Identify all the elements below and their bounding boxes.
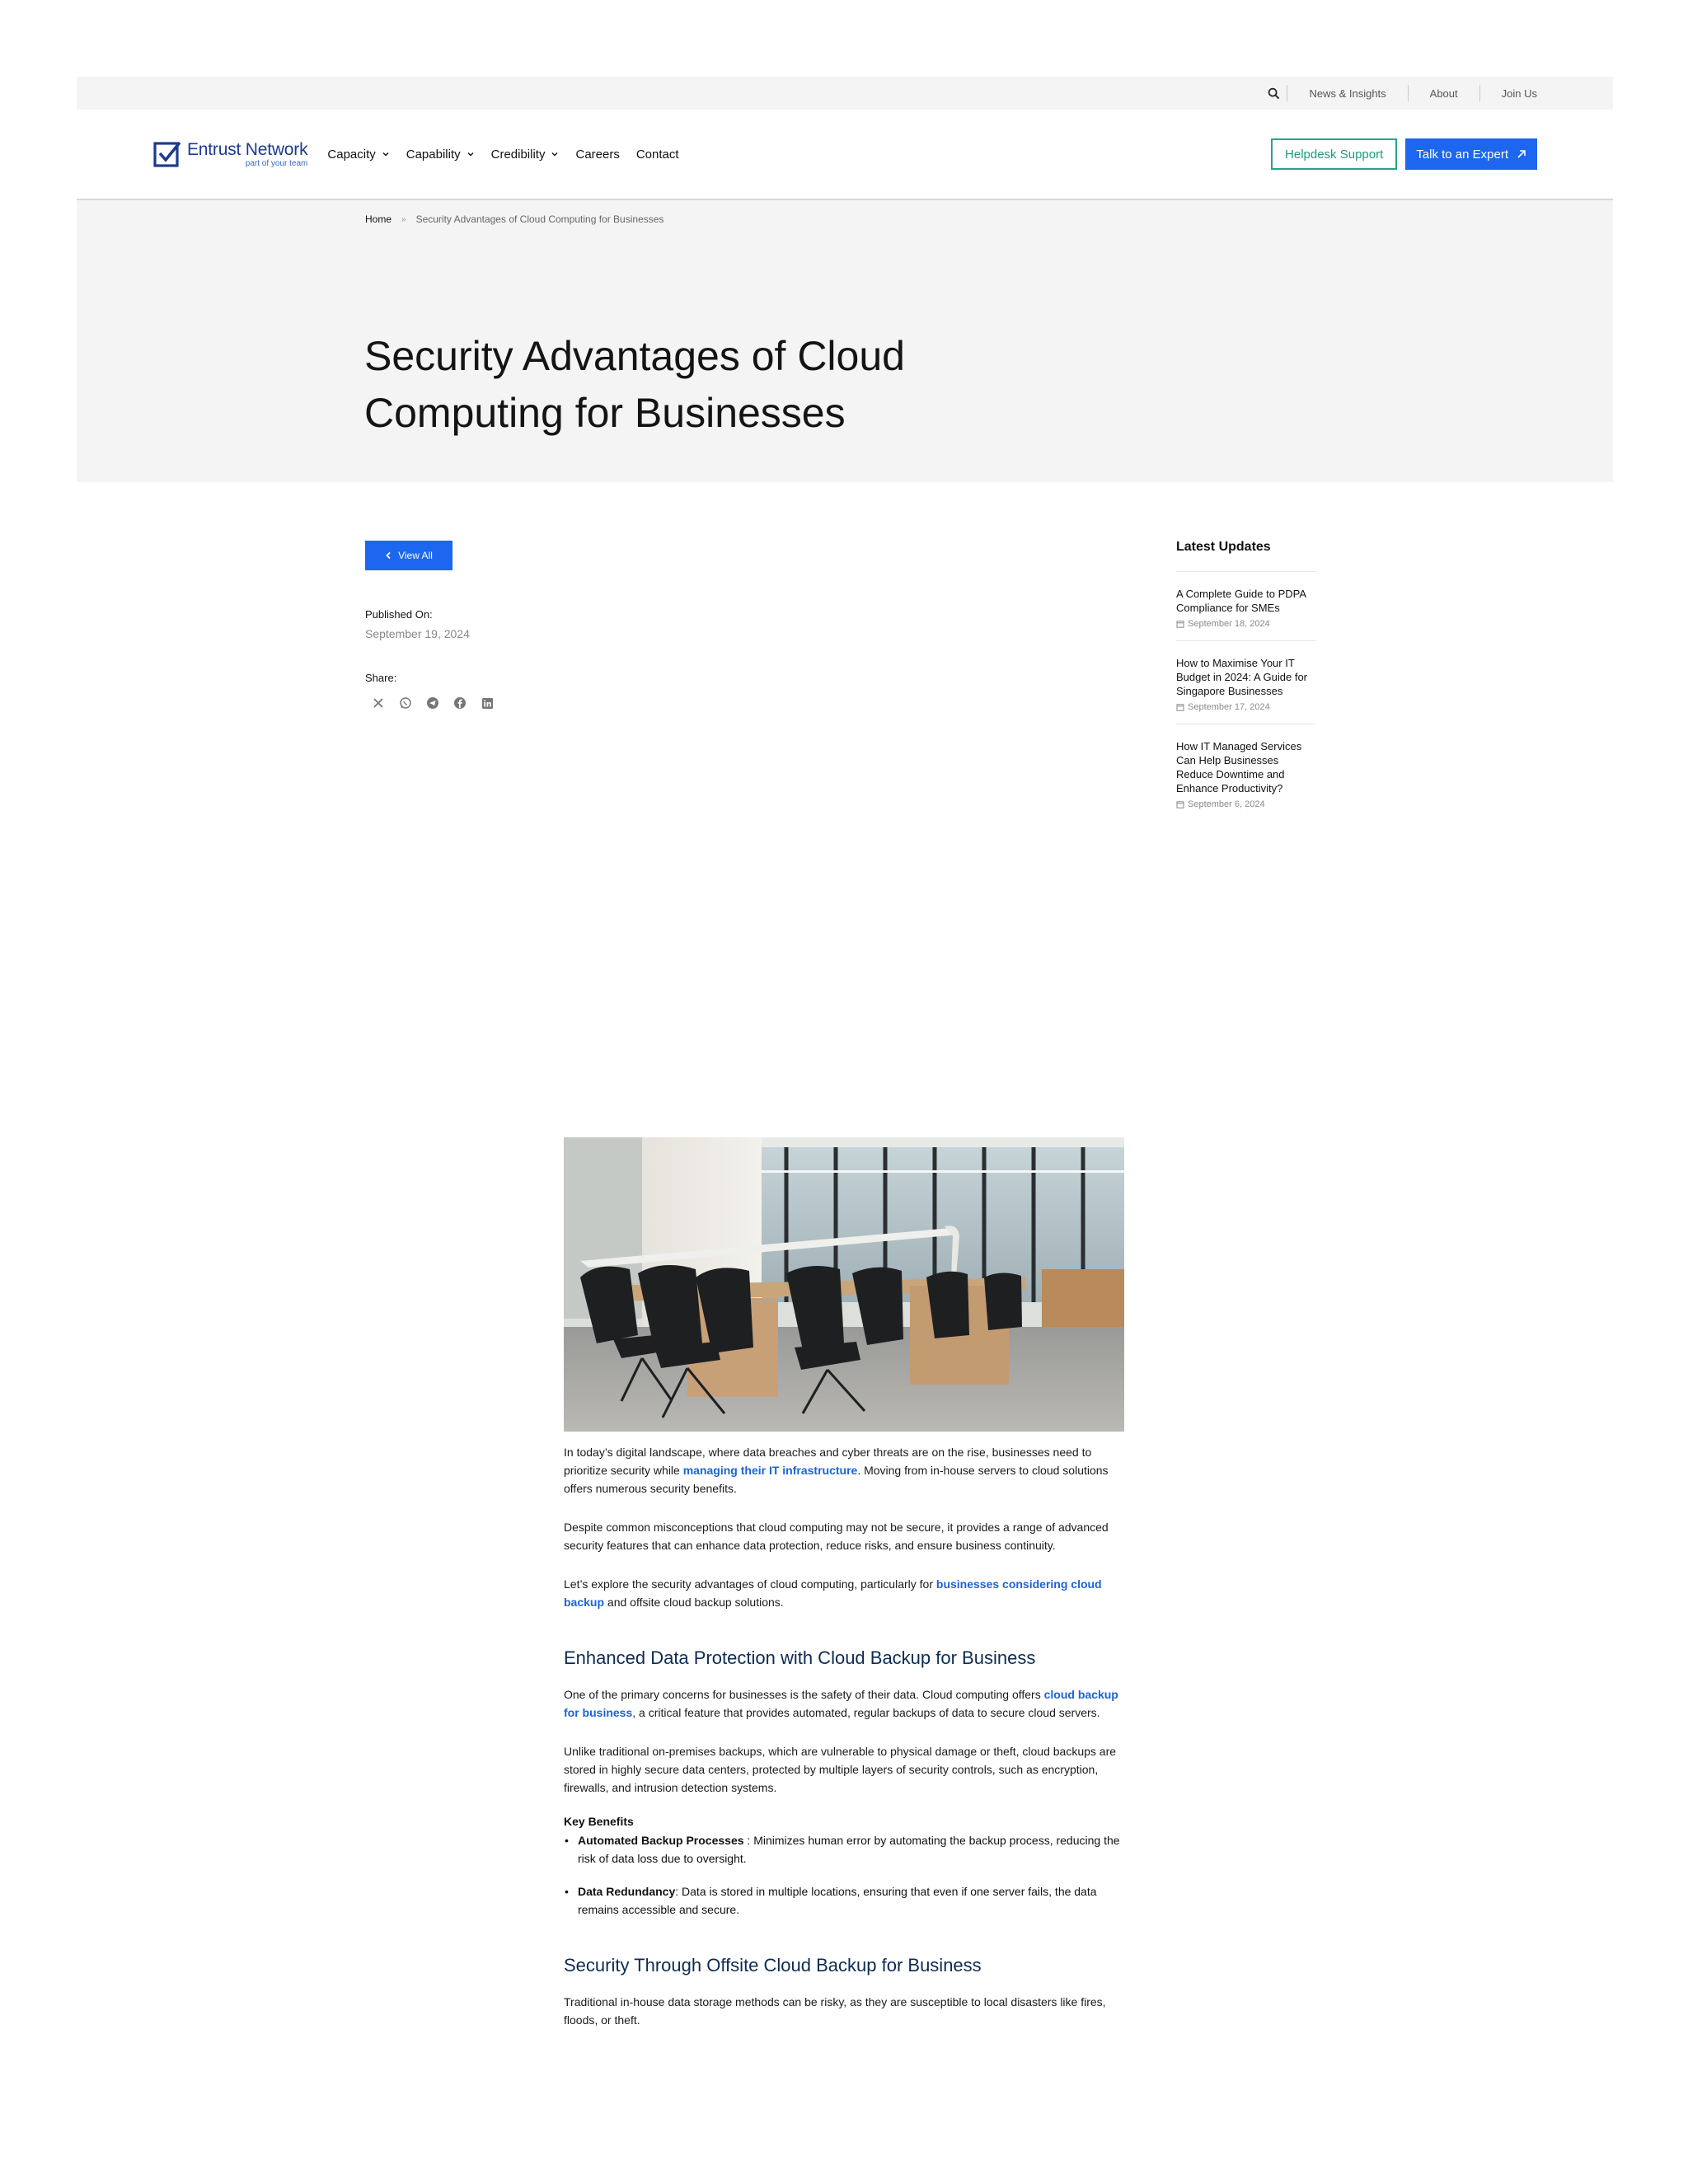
calendar-icon — [1176, 800, 1184, 808]
nav-capability[interactable] — [406, 148, 475, 162]
button-label: Talk to an Expert — [1416, 147, 1508, 162]
topbar-link-news[interactable]: News & Insights — [1309, 87, 1386, 100]
text: and offsite cloud backup solutions. — [604, 1596, 784, 1609]
calendar-icon — [1176, 620, 1184, 628]
nav-credibility[interactable] — [491, 148, 560, 162]
article-paragraph: Traditional in-house data storage methods can be risky, as they are susceptible to local disasters like fires, floods, or theft. — [564, 1995, 1106, 2027]
nav-label: Contact — [635, 147, 679, 162]
telegram-icon[interactable] — [425, 696, 440, 710]
text: . Moving from in-house servers to cloud solutions offers numerous security benefits. — [564, 1464, 1109, 1495]
page-title: Security Advantages of Cloud Computing for Businesses — [364, 333, 905, 436]
nav-label: Careers — [575, 147, 620, 162]
list-item — [564, 1831, 1124, 1868]
article-paragraph — [564, 1575, 1124, 1611]
hero-banner — [77, 200, 1613, 482]
section-heading: Security Through Offsite Cloud Backup for Business — [564, 1955, 982, 1975]
article-paragraph: Despite common misconceptions that cloud computing may not be secure, it provides a range of advanced security features that can enhance data protection, reduce risks, and ensure business continuity. — [564, 1521, 1109, 1552]
button-label: View All — [398, 550, 433, 561]
nav-label: Capacity — [327, 147, 376, 162]
benefit-term: Data Redundancy — [578, 1885, 676, 1898]
benefit-text: : Data is stored in multiple locations, ensuring that even if one server fails, the data remains accessible and secure. — [578, 1885, 1097, 1916]
calendar-icon — [1176, 703, 1184, 711]
office-conference-room-image — [564, 1137, 1124, 1432]
topbar-link-join[interactable]: Join Us — [1501, 87, 1537, 100]
update-title[interactable]: How IT Managed Services Can Help Businesses Reduce Downtime and Enhance Productivity? — [1176, 740, 1302, 794]
breadcrumb-current: Security Advantages of Cloud Computing for Businesses — [415, 213, 664, 225]
x-icon[interactable] — [371, 696, 386, 710]
breadcrumb-home[interactable]: Home — [365, 213, 392, 225]
article-paragraph — [564, 1443, 1124, 1497]
nav-capacity[interactable] — [327, 148, 389, 162]
link-businesses-considering-cloud-backup[interactable]: businesses considering cloud backup — [564, 1577, 1102, 1609]
list-item — [564, 1882, 1124, 1919]
sidebar-title: Latest Updates — [1176, 540, 1316, 572]
nav-contact[interactable] — [636, 148, 679, 162]
update-item[interactable] — [1176, 724, 1316, 821]
post-meta — [365, 541, 495, 710]
update-title[interactable]: How to Maximise Your IT Budget in 2024: A Guide for Singapore Businesses — [1176, 657, 1308, 697]
main-nav — [327, 148, 678, 162]
view-all-button[interactable] — [365, 541, 452, 570]
link-managing-it-infrastructure[interactable]: managing their IT infrastructure — [682, 1464, 858, 1477]
text: , a critical feature that provides automated, regular backups of data to secure cloud servers. — [632, 1706, 1100, 1719]
update-item[interactable] — [1176, 641, 1316, 724]
text: One of the primary concerns for businesses is the safety of their data. Cloud computing offers — [564, 1688, 1044, 1701]
logo-check-icon — [152, 139, 182, 169]
benefits-list — [564, 1831, 1124, 1919]
key-benefits-title: Key Benefits — [564, 1815, 634, 1828]
update-date-text: September 6, 2024 — [1188, 799, 1265, 809]
article-paragraph — [564, 1685, 1124, 1722]
chevron-down-icon — [467, 150, 475, 158]
nav-label: Capability — [406, 147, 461, 162]
text: Let’s explore the security advantages of cloud computing, particularly for — [564, 1577, 936, 1591]
update-date-text: September 17, 2024 — [1188, 702, 1270, 712]
chevron-down-icon — [382, 150, 390, 158]
article-paragraph: Unlike traditional on-premises backups, which are vulnerable to physical damage or theft, cloud backups are stored in highly secure data centers, protected by multiple layers of security controls, such as encryption, firewalls, and intrusion detection systems. — [564, 1745, 1117, 1794]
update-date — [1176, 619, 1316, 629]
nav-careers[interactable] — [575, 148, 619, 162]
divider — [1408, 85, 1409, 101]
page-frame — [77, 77, 1613, 482]
talk-to-expert-button[interactable] — [1405, 138, 1537, 170]
arrow-up-right-icon — [1517, 149, 1526, 159]
utility-bar — [77, 77, 1613, 110]
published-label: Published On: — [365, 608, 433, 621]
update-date-text: September 18, 2024 — [1188, 619, 1270, 629]
latest-updates-sidebar — [1176, 540, 1316, 821]
update-date — [1176, 799, 1316, 809]
benefit-text: : Minimizes human error by automating the backup process, reducing the risk of data loss due to oversight. — [578, 1834, 1120, 1865]
update-item[interactable] — [1176, 572, 1316, 641]
published-date: September 19, 2024 — [365, 627, 470, 640]
topbar-link-about[interactable]: About — [1429, 87, 1458, 100]
breadcrumb-separator: » — [401, 214, 406, 224]
chevron-down-icon — [551, 150, 559, 158]
breadcrumb — [365, 213, 663, 225]
whatsapp-icon[interactable] — [398, 696, 413, 710]
helpdesk-support-button[interactable]: Helpdesk Support — [1271, 138, 1397, 170]
facebook-icon[interactable] — [452, 696, 467, 710]
chevron-left-icon — [385, 551, 392, 560]
site-header — [77, 110, 1613, 200]
article-body — [564, 1137, 1124, 2029]
linkedin-icon[interactable] — [480, 696, 495, 710]
nav-label: Credibility — [490, 147, 546, 162]
logo-name: Entrust Network — [187, 139, 308, 159]
link-cloud-backup-for-business[interactable]: cloud backup for business — [564, 1688, 1118, 1719]
share-label: Share: — [365, 672, 397, 684]
header-actions — [1271, 138, 1537, 170]
benefit-term: Automated Backup Processes — [578, 1834, 744, 1847]
update-title[interactable]: A Complete Guide to PDPA Compliance for SMEs — [1176, 588, 1306, 614]
divider — [1479, 85, 1480, 101]
logo-tagline: part of your team — [245, 158, 308, 168]
text: In today’s digital landscape, where data breaches and cyber threats are on the rise, businesses need to prioritize security while — [564, 1446, 1092, 1477]
section-heading: Enhanced Data Protection with Cloud Backup for Business — [564, 1647, 1036, 1668]
share-icons — [365, 696, 495, 710]
logo[interactable] — [152, 139, 307, 169]
update-date — [1176, 702, 1316, 712]
search-icon[interactable] — [1265, 85, 1282, 101]
